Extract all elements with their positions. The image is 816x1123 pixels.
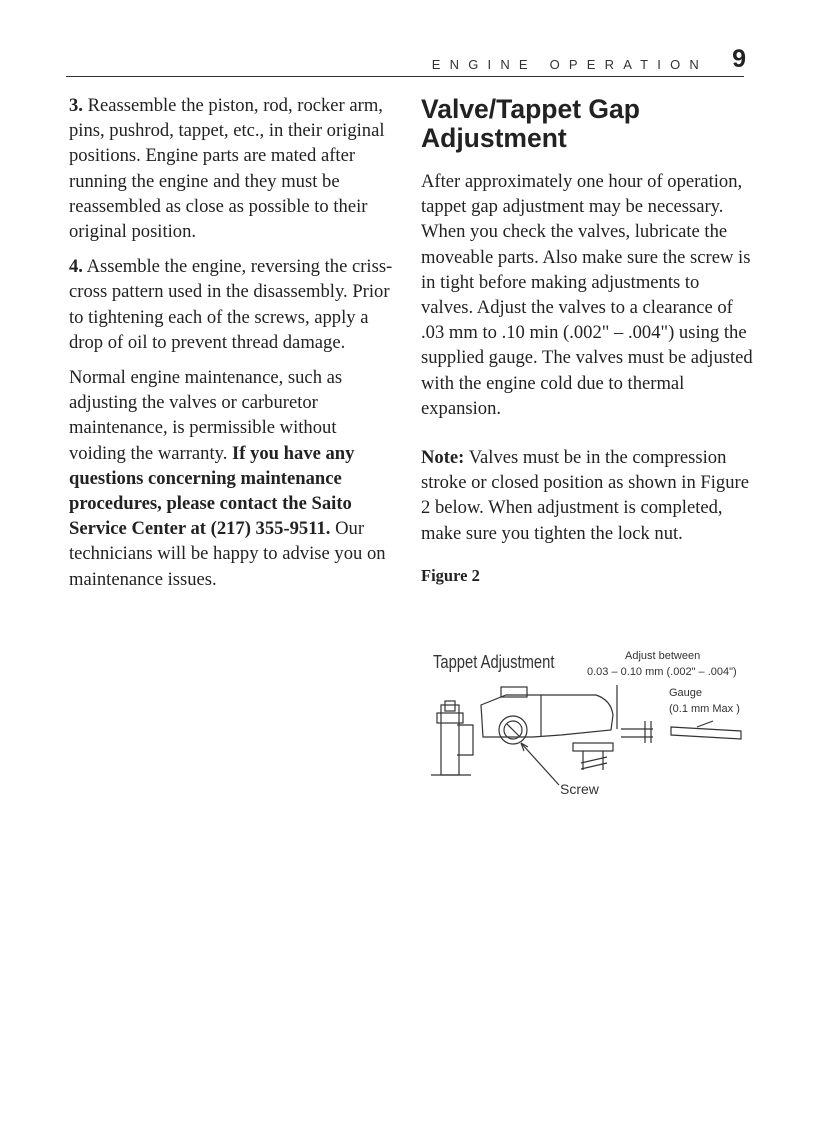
clearance-lines: [621, 729, 653, 737]
maintenance-text-end: Our technicians will be happy to advise you on maintenance issues.: [69, 518, 386, 590]
step-4-paragraph: [69, 254, 397, 355]
step-4-text: Assemble the engine, reversing the criss-cross pattern used in the disassembly. Prior to tightening each of the screws, apply a drop of oil to prevent thread damage.: [69, 256, 393, 353]
note-paragraph: [421, 445, 756, 546]
adjust-label-line1: Adjust between: [625, 650, 701, 662]
valve-spring-body: [441, 705, 459, 775]
step-3-paragraph: [69, 93, 397, 244]
step-3-text: Reassemble the piston, rod, rocker arm, pins, pushrod, tappet, etc., in their original positions. Engine parts are mated after running the engine and they must be reassembled as close as possible to their original position.: [69, 95, 385, 243]
screw-label: Screw: [560, 781, 599, 797]
page-number: 9: [732, 45, 746, 73]
tappet-head: [573, 743, 613, 751]
step-3-number: 3.: [69, 95, 83, 116]
rocker-arm-outline: [481, 695, 613, 737]
clearance-ticks: [645, 721, 651, 743]
figure-label: Figure 2: [421, 565, 480, 585]
figure-title: Tappet Adjustment: [433, 652, 555, 672]
page-header: [66, 45, 746, 77]
adjustment-intro-paragraph: After approximately one hour of operation, tappet gap adjustment may be necessary. When you check the valves, lubricate the moveable parts. Also make sure the screw is in tight before making adjustments to valves. Adjust the valves to a clearance of .03 mm to .10 min (.002" – .004") using the supplied gauge. The valves must be adjusted with the engine cold due to thermal expansion.: [421, 171, 753, 419]
service-center-contact: If you have any questions concerning maintenance procedures, please contact the Saito Service Center at (217) 355-9511.: [69, 442, 355, 540]
section-title-header: ENGINE OPERATION: [431, 57, 708, 72]
tappet-adjustment-figure: [421, 645, 751, 805]
adjust-label-line2: 0.03 – 0.10 mm (.002" – .004"): [587, 666, 737, 678]
maintenance-paragraph: [69, 365, 397, 592]
feeler-gauge-blade: [671, 727, 741, 739]
left-column: [69, 93, 397, 592]
note-label: Note:: [421, 447, 465, 469]
note-text: Valves must be in the compression stroke or closed position as shown in Figure 2 below. When adjustment is completed, make sure you tighten the lock nut.: [421, 447, 749, 544]
gauge-label-line1: Gauge: [669, 687, 703, 699]
gauge-label-line2: (0.1 mm Max ): [669, 703, 740, 715]
step-4-number: 4.: [69, 256, 83, 278]
maintenance-text-start: Normal engine maintenance, such as adjusting the valves or carburetor maintenance, is permissible without voiding the warranty.: [69, 367, 343, 464]
tappet-stem: [581, 751, 607, 770]
valve-tappet-heading: Valve/Tappet Gap Adjustment: [421, 94, 640, 153]
right-column: [421, 95, 756, 586]
screw-leader-line: [521, 743, 559, 785]
valve-stem-cap: [445, 701, 455, 711]
screw-slot: [507, 724, 519, 736]
gauge-leader-line: [697, 721, 713, 727]
